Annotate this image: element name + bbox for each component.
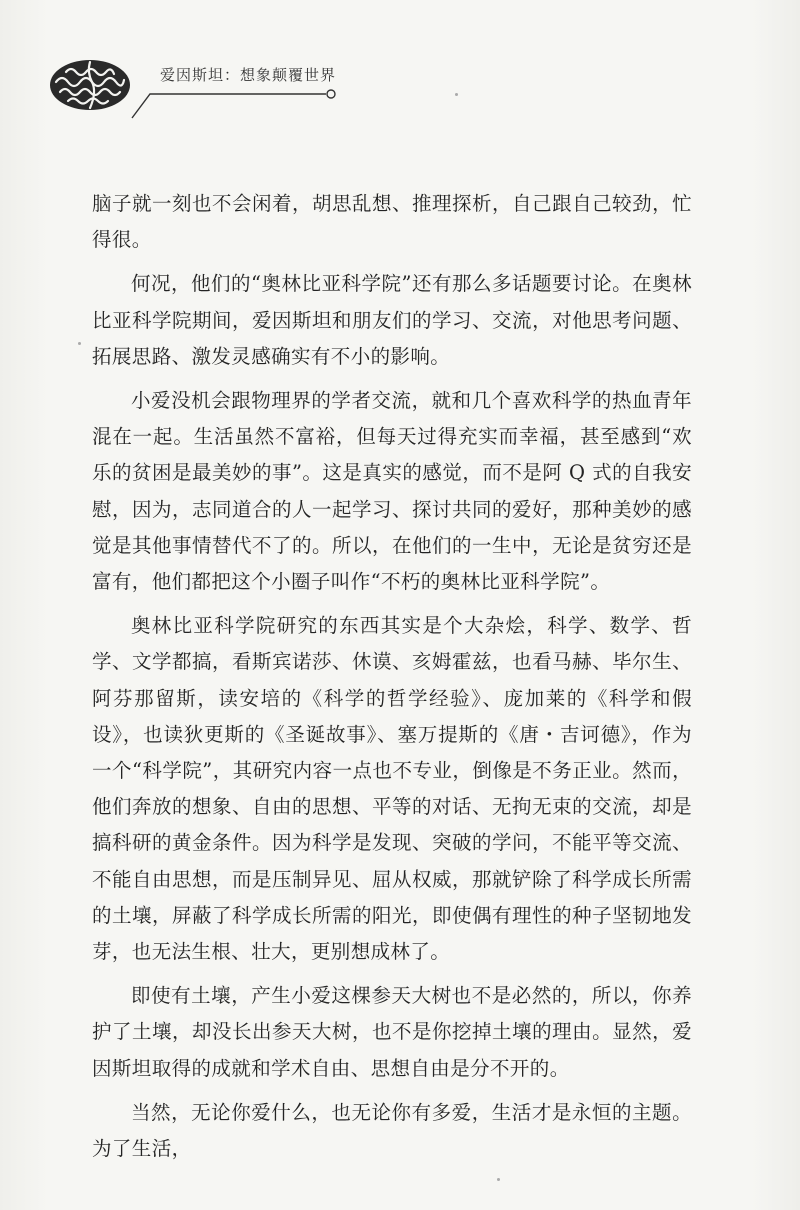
paragraph: 当然，无论你爱什么，也无论你有多爱，生活才是永恒的主题。为了生活， xyxy=(92,1100,692,1161)
running-header xyxy=(40,50,360,120)
paragraph: 即使有土壤，产生小爱这棵参天大树也不是必然的，所以，你养护了土壤，却没长出参天大树，也不是你挖掉土壤的理由。显然，爱因斯坦取得的成就和学术自由、思想自由是分不开的。 xyxy=(92,984,692,1080)
paragraph: 奥林比亚科学院研究的东西其实是个大杂烩，科学、数学、哲学、文学都搞，看斯宾诺莎、休谟、亥姆霍兹，也看马赫、毕尔生、阿芬那留斯，读安培的《科学的哲学经验》、庞加莱的《科学和假设》，也读狄更斯的《圣诞故事》、塞万提斯的《唐・吉诃德》，作为一个“科学院”，其研究内容一点也不专业，倒像是不务正业。然而，他们奔放的想象、自由的思想、平等的对话、无拘无束的交流，却是搞科研的黄金条件。因为科学是发现、突破的学问，不能平等交流、不能自由思想，而是压制异见、屈从权威，那就铲除了科学成长所需的土壤，屏蔽了科学成长所需的阳光，即使偶有理性的种子坚韧地发芽，也无法生根、壮大，更别想成林了。 xyxy=(92,614,692,964)
paragraph: 小爱没机会跟物理界的学者交流，就和几个喜欢科学的热血青年混在一起。生活虽然不富裕，但每天过得充实而幸福，甚至感到“欢乐的贫困是最美妙的事”。这是真实的感觉，而不是阿 Q 式的自我安慰，因为，志同道合的人一起学习、探讨共同的爱好，那种美妙的感觉是其他事情替代不了的。所以，在他们的一生中，无论是贫穷还是富有，他们都把这个小圈子叫作“不朽的奥林比亚科学院”。 xyxy=(92,389,692,594)
paper-speck xyxy=(455,93,458,96)
paragraph: 脑子就一刻也不会闲着，胡思乱想、推理探析，自己跟自己较劲，忙得很。 xyxy=(92,192,692,252)
paper-speck xyxy=(497,1178,500,1181)
header-title: 爱因斯坦：想象颠覆世界 xyxy=(160,66,337,84)
paragraph: 何况，他们的“奥林比亚科学院”还有那么多话题要讨论。在奥林比亚科学院期间，爱因斯坦和朋友们的学习、交流，对他思考问题、拓展思路、激发灵感确实有不小的影响。 xyxy=(92,272,692,368)
body-text xyxy=(92,186,692,1175)
paper-speck xyxy=(78,342,81,345)
header-rule xyxy=(130,80,340,120)
brain-icon xyxy=(48,58,132,112)
